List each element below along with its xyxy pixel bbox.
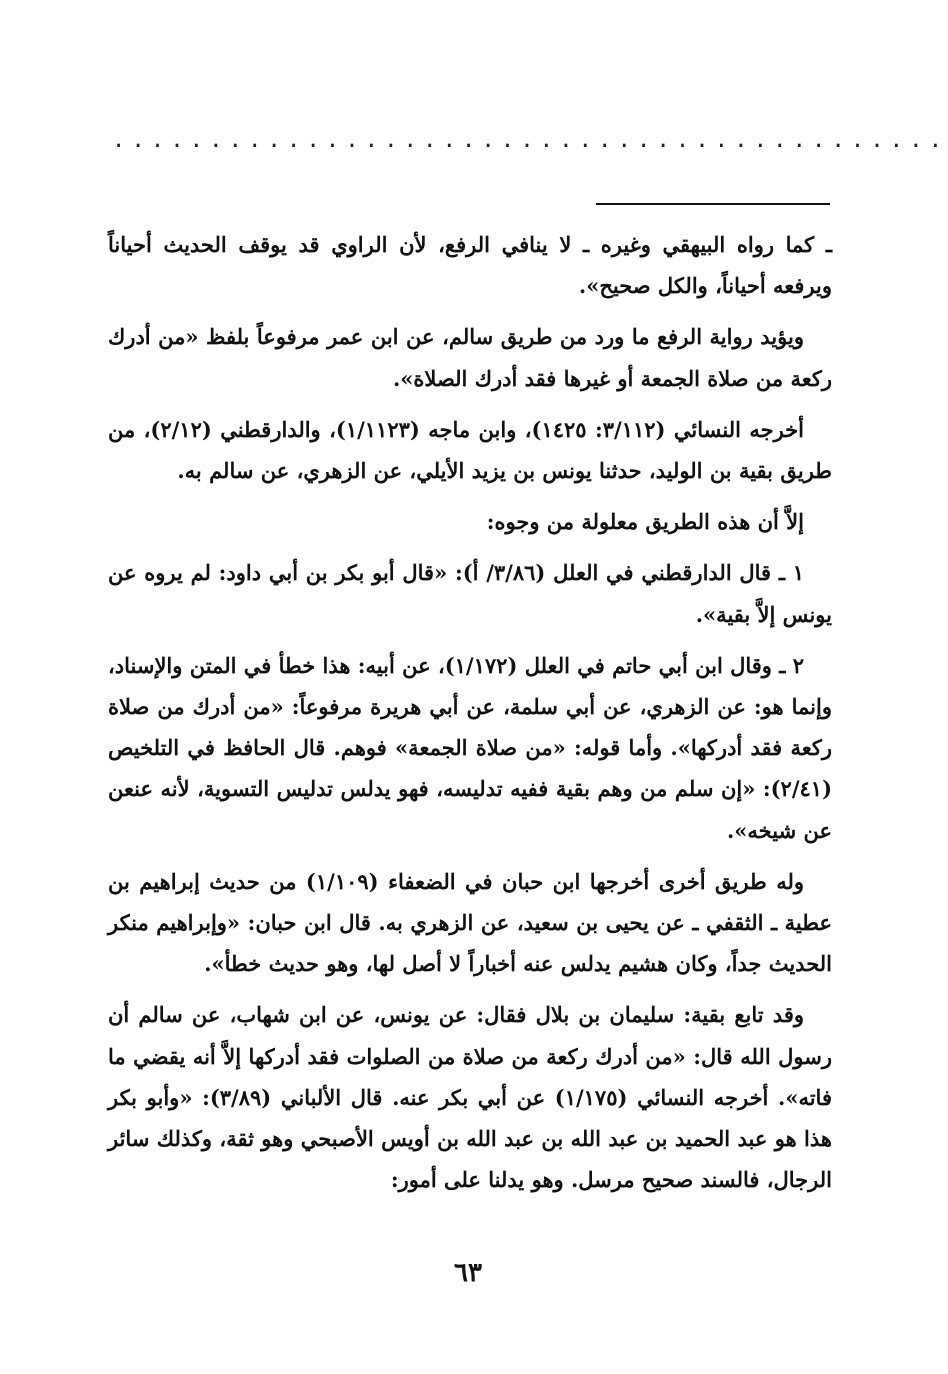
paragraph-2: ويؤيد رواية الرفع ما ورد من طريق سالم، عن ابن عمر مرفوعاً بلفظ «من أدرك ركعة من صلاة الجمعة أو غيرها فقد أدرك الصلاة». <box>108 324 832 391</box>
paragraph-6: ٢ ـ وقال ابن أبي حاتم في العلل (١/١٧٢)، عن أبيه: هذا خطأ في المتن والإسناد، وإنما هو: عن الزهري، عن أبي سلمة، عن أبي هريرة مرفوعاً: «من أدرك من صلاة ركعة فقد أدركها». وأما قوله: «من صلاة الجمعة» فوهم. قال الحافظ في التلخيص (٢/٤١): «إن سلم من وهم بقية ففيه تدليسه، فهو يدلس تدليس التسوية، لأنه عنعن عن شيخه». <box>108 652 832 843</box>
page-body <box>108 224 832 1210</box>
page-number: ٦٣ <box>454 1258 482 1288</box>
footnote-rule <box>596 203 830 205</box>
paragraph-8: وقد تابع بقية: سليمان بن بلال فقال: عن يونس، عن ابن شهاب، عن سالم أن رسول الله قال: «من أدرك ركعة من صلاة من الصلوات فقد أدركها إلاَّ أنه يقضي ما فاته». أخرجه النسائي (١/١٧٥) عن أبي بكر عنه. قال الألباني (٣/٨٩): «وأبو بكر هذا هو عبد الحميد بن عبد الله بن عبد الله بن أويس الأصبحي وهو ثقة، وكذلك سائر الرجال، فالسند صحيح مرسل. وهو يدلنا على أمور: <box>108 1002 832 1193</box>
paragraph-4: إلاَّ أن هذه الطريق معلولة من وجوه: <box>486 509 804 535</box>
paragraph-3: أخرجه النسائي (٣/١١٢: ١٤٢٥)، وابن ماجه (١/١١٢٣)، والدارقطني (٢/١٢)، من طريق بقية بن الوليد، حدثنا يونس بن يزيد الأيلي، عن الزهري، عن سالم به. <box>108 416 832 484</box>
paragraph-7: وله طريق أخرى أخرجها ابن حبان في الضعفاء (١/١٠٩) من حديث إبراهيم بن عطية ـ الثقفي ـ عن يحيى بن سعيد، عن الزهري به. قال ابن حبان: «وإبراهيم منكر الحديث جداً، وكان هشيم يدلس عنه أخباراً لا أصل لها، وهو حديث خطأ». <box>108 868 832 977</box>
paragraph-5: ١ ـ قال الدارقطني في العلل (٣/٨٦/ أ): «قال أبو بكر بن أبي داود: لم يروه عن يونس إلاَّ بقية». <box>108 560 832 627</box>
dotted-separator: ........................................... <box>112 128 948 153</box>
paragraph-1: ـ كما رواه البيهقي وغيره ـ لا ينافي الرفع، لأن الراوي قد يوقف الحديث أحياناً ويرفعه أحياناً، والكل صحيح». <box>108 232 832 299</box>
